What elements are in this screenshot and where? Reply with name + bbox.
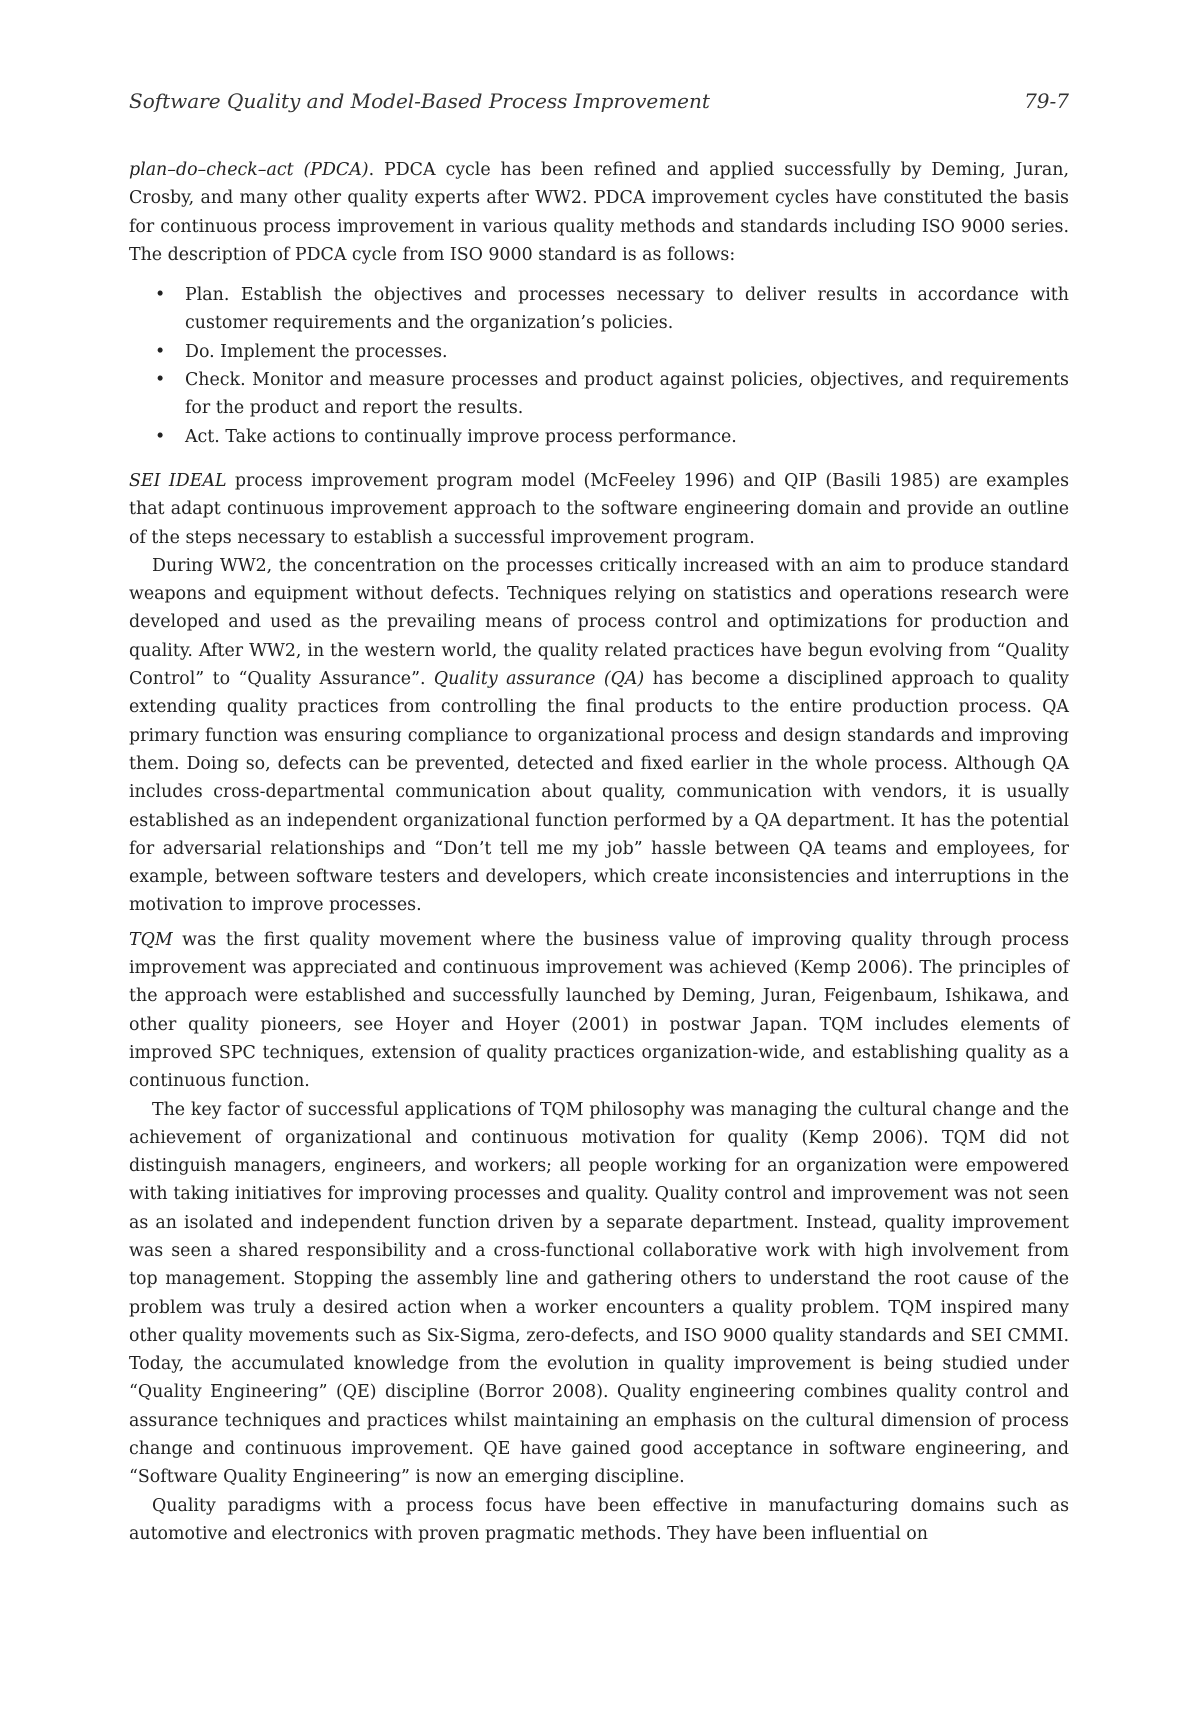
paragraph-text: has become a disciplined approach to quality extending quality practices from controlling the final products to the entire production process. QA primary function was ensuring compliance to organizational process and design standards and improving them. Doing so, defects can be prevented, detected and fixed earlier in the whole process. Although QA includes cross-departmental communication about quality, communication with vendors, it is usually established as an independent organizational function performed by a QA department. It has the potential for adversarial relationships and “Don’t tell me my job” hassle between QA teams and employees, for example, between software testers and developers, which create inconsistencies and interruptions in the motivation to improve processes. [129,669,1069,916]
paragraph-text: During WW2, the concentration on the processes critically increased with an aim to produce standard weapons and equipment without defects. Techniques relying on statistics and operations research were developed and used as the prevailing means of process control and optimizations for production and quality. After WW2, in the western world, the quality related practices have begun evolving from “Quality Control” to “Quality Assurance”. [129,555,1069,690]
term-tqm: TQM [129,929,173,950]
paragraph-sei-ideal [129,467,1069,552]
pdca-list [129,281,1069,451]
paragraph-text: was the first quality movement where the business value of improving quality through process improvement was appreciated and continuous improvement was achieved (Kemp 2006). The principles of the approach were established and successfully launched by Deming, Juran, Feigenbaum, Ishikawa, and other quality pioneers, see Hoyer and Hoyer (2001) in postwar Japan. TQM includes elements of improved SPC techniques, extension of quality practices organization-wide, and establishing quality as a continuous function. [129,929,1069,1092]
paragraph-tqm [129,926,1069,1096]
paragraph-text: process improvement program model (McFeeley 1996) and QIP (Basili 1985) are examples that adapt continuous improvement approach to the software engineering domain and provide an outline of the steps necessary to establish a successful improvement program. [129,470,1070,548]
list-item: • Act. Take actions to continually improve process performance. [129,423,1069,451]
term-pdca: plan–do–check–act [129,160,294,180]
paragraph-ww2 [129,552,1069,920]
paragraph-pdca [129,156,1069,269]
term-sei-ideal: SEI IDEAL [129,470,227,491]
paragraph-quality-paradigms: Quality paradigms with a process focus have been effective in manufacturing domains such as automotive and electronics with proven pragmatic methods. They have been influential on [129,1495,1069,1544]
list-item: • Plan. Establish the objectives and processes necessary to deliver results in accordance with customer requirements and the organization’s policies. [129,281,1069,338]
paragraph-text: . PDCA cycle has been refined and applied successfully by Deming, Juran, Crosby, and many other quality experts after WW2. PDCA improvement cycles have constituted the basis for continuous process improvement in various quality methods and standards including ISO 9000 series. The description of PDCA cycle from ISO 9000 standard is as follows: [129,160,1070,265]
list-item: • Do. Implement the processes. [129,338,1069,366]
abbr-pdca: (PDCA) [303,160,369,180]
paragraph-tqm-culture: The key factor of successful applications of TQM philosophy was managing the cultural change and the achievement of organizational and continuous motivation for quality (Kemp 2006). TQM did not distinguish managers, engineers, and workers; all people working for an organization were empowered with taking initiatives for improving processes and quality. Quality control and improvement was not seen as an isolated and independent function driven by a separate department. Instead, quality improvement was seen a shared responsibility and a cross-functional collaborative work with high involvement from top management. Stopping the assembly line and gathering others to understand the root cause of the problem was truly a desired action when a worker encounters a quality problem. TQM inspired many other quality movements such as Six-Sigma, zero-defects, and ISO 9000 quality standards and SEI CMMI. Today, the accumulated knowledge from the evolution in quality improvement is being studied under “Quality Engineering” (QE) discipline (Borror 2008). Quality engineering combines quality control and assurance techniques and practices whilst maintaining an emphasis on the cultural dimension of process change and continuous improvement. QE have gained good acceptance in software engineering, and “Software Quality Engineering” is now an emerging discipline. [129,1099,1069,1488]
body-text [129,156,1069,1548]
term-qa: Quality assurance (QA) [433,669,645,690]
running-header [129,89,1069,113]
list-item: • Check. Monitor and measure processes and product against policies, objectives, and requirements for the product and report the results. [129,366,1069,423]
page-number: 79-7 [1024,89,1069,113]
running-title: Software Quality and Model-Based Process Improvement [129,89,710,113]
